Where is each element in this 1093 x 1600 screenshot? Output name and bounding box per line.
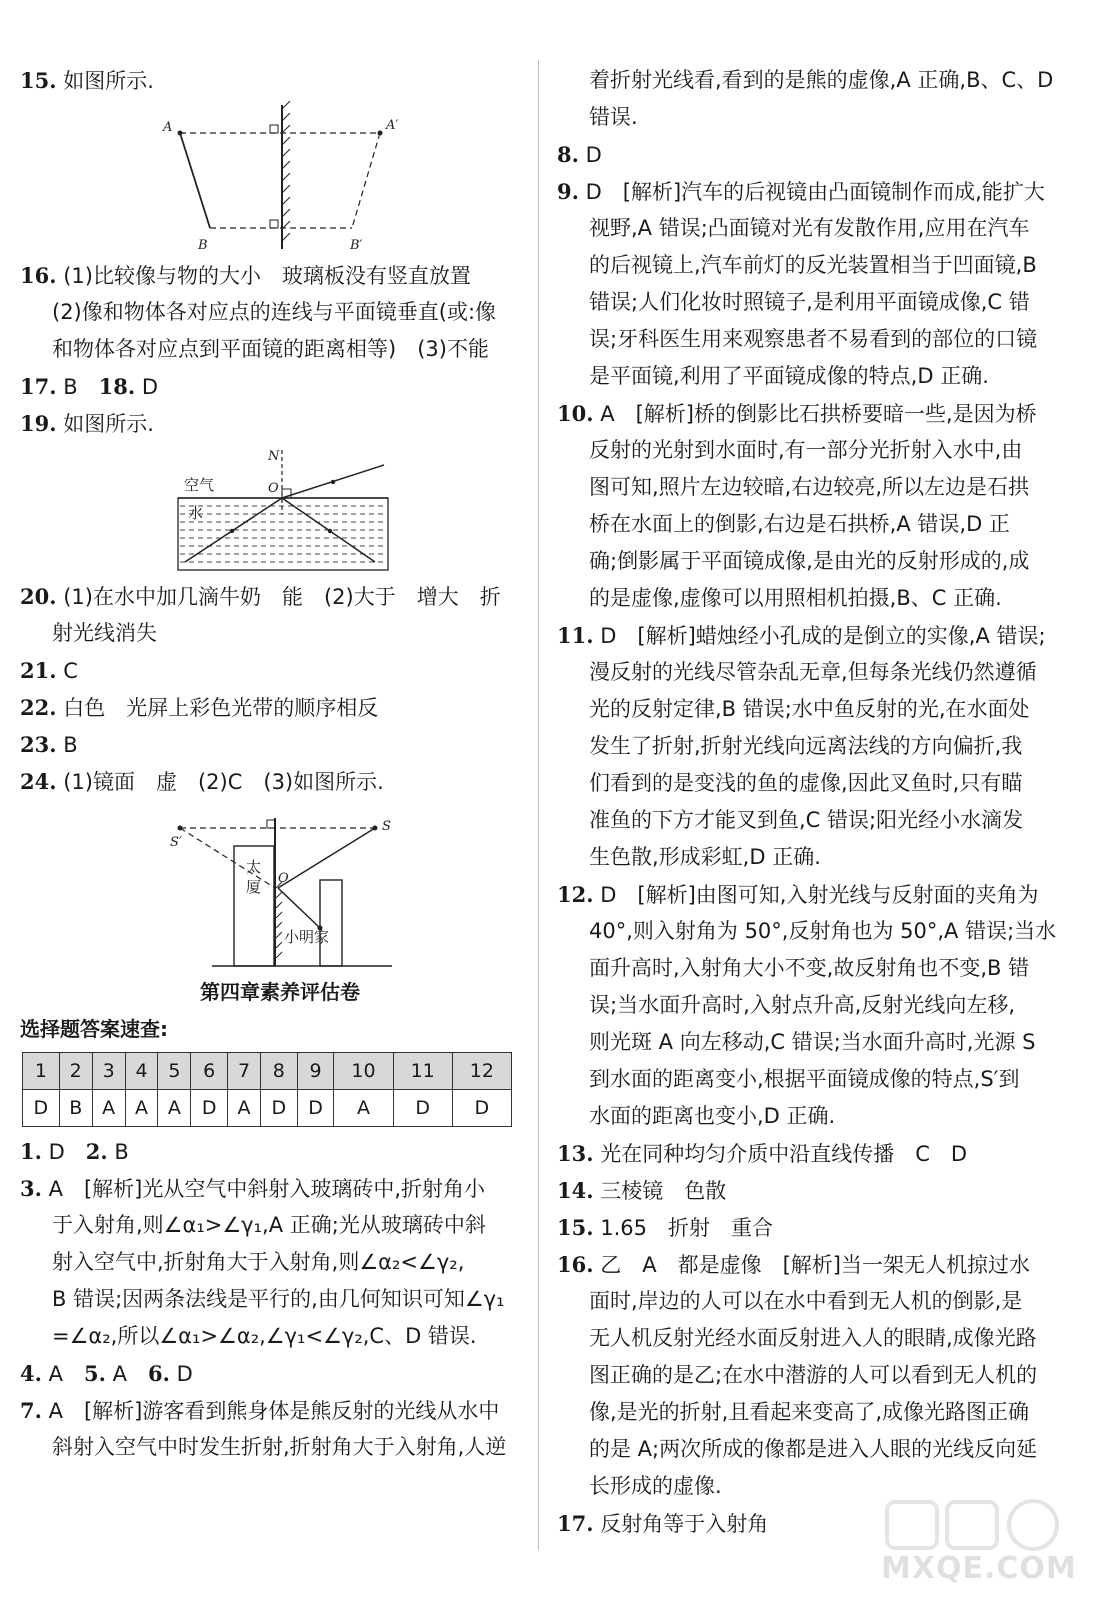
a9-number: 9. — [557, 179, 579, 204]
label-O-24: O — [278, 871, 289, 886]
q18-number: 18. — [98, 374, 136, 399]
a8-line — [557, 136, 1057, 173]
a14-number: 14. — [557, 1178, 594, 1203]
a9-line6: 是平面镜,利用了平面镜成像的特点,D 正确. — [589, 364, 989, 388]
a7-cont-line1: 着折射光线看,看到的是熊的虚像,A 正确,B、C、D — [589, 68, 1054, 92]
a14-line — [557, 1172, 1057, 1209]
label-S: S — [382, 819, 391, 834]
a9-line2: 视野,A 错误;凸面镜对光有发散作用,应用在汽车 — [589, 216, 1030, 240]
a10-line5: 确;倒影属于平面镜成像,是由光的反射形成的,成 — [589, 549, 1030, 573]
a15-line — [557, 1209, 1057, 1246]
a7-line1 — [20, 1392, 520, 1429]
a10-line1 — [557, 395, 1057, 432]
a16-line7: 长形成的虚像. — [589, 1474, 722, 1498]
table-cell: A — [334, 1090, 393, 1127]
a13-line — [557, 1135, 1057, 1172]
a2-number: 2. — [85, 1139, 108, 1164]
label-building-1: 太 — [246, 858, 262, 876]
a16-line1 — [557, 1246, 1057, 1283]
table-cell: A — [92, 1090, 125, 1127]
left-column — [20, 62, 520, 1466]
table-cell: D — [260, 1090, 297, 1127]
table-cell: D — [297, 1090, 334, 1127]
figure-19-refraction — [20, 442, 520, 578]
table-cell: B — [59, 1090, 92, 1127]
a12-number: 12. — [557, 882, 594, 907]
q22-text: 白色 光屏上彩色光带的顺序相反 — [56, 696, 379, 720]
label-S-prime: S′ — [170, 835, 182, 850]
a16-number: 16. — [557, 1252, 594, 1277]
q18-text: D — [135, 375, 159, 399]
q15-line — [20, 62, 520, 99]
q21-number: 21. — [20, 658, 57, 683]
label-O: O — [268, 481, 279, 496]
a7-cont-line2: 错误. — [589, 105, 638, 129]
q23-text: B — [56, 733, 78, 757]
table-cell: 3 — [92, 1053, 125, 1090]
q20-text1: (1)在水中加几滴牛奶 能 (2)大于 增大 折 — [56, 585, 501, 609]
a10-line2: 反射的光射到水面时,有一部分光折射入水中,由 — [589, 438, 1023, 462]
a3-line1 — [20, 1170, 520, 1207]
a16-text1: 乙 A 都是虚像 [解析]当一架无人机掠过水 — [593, 1253, 1030, 1277]
label-air: 空气 — [184, 476, 215, 494]
figure-24-svg — [20, 800, 520, 972]
a1-2-line — [20, 1133, 520, 1170]
label-xiaoming-home: 小明家 — [284, 928, 330, 946]
a5-text: A — [105, 1362, 148, 1386]
table-cell: D — [191, 1090, 228, 1127]
a3-line5: =∠α₂,所以∠α₁>∠α₂,∠γ₁<∠γ₂,C、D 错误. — [52, 1324, 477, 1348]
a12-line4: 误;当水面升高时,入射点升高,反射光线向左移, — [589, 993, 1016, 1017]
a11-line7: 生色散,形成彩虹,D 正确. — [589, 845, 821, 869]
table-cell: 12 — [452, 1053, 511, 1090]
q22-number: 22. — [20, 695, 57, 720]
table-cell: 10 — [334, 1053, 393, 1090]
a2-text: B — [107, 1140, 129, 1164]
label-A-prime: A′ — [386, 118, 399, 133]
a12-line7: 水面的距离也变小,D 正确. — [589, 1104, 836, 1128]
a1-text: D — [41, 1140, 86, 1164]
a3-number: 3. — [20, 1176, 42, 1201]
q16-line2: (2)像和物体各对应点的连线与平面镜垂直(或:像 — [52, 300, 497, 324]
a10-line4: 桥在水面上的倒影,右边是石拱桥,A 错误,D 正 — [589, 512, 1010, 536]
a9-line3: 的后视镜上,汽车前灯的反光装置相当于凹面镜,B — [589, 253, 1037, 277]
a10-line3: 图可知,照片左边较暗,右边较亮,所以左边是石拱 — [589, 475, 1030, 499]
a9-text1: D [解析]汽车的后视镜由凸面镜制作而成,能扩大 — [578, 180, 1045, 204]
a12-line3: 面升高时,入射角大小不变,故反射角也不变,B 错 — [589, 956, 1030, 980]
table-cell: 1 — [23, 1053, 60, 1090]
figure-19-svg — [20, 442, 520, 578]
q19-line — [20, 405, 520, 442]
a10-text1: A [解析]桥的倒影比石拱桥要暗一些,是因为桥 — [593, 402, 1037, 426]
label-B-prime: B′ — [350, 238, 363, 253]
q22-line — [20, 689, 520, 726]
q20-line2: 射光线消失 — [52, 621, 157, 645]
a3-line3: 射入空气中,折射角大于入射角,则∠α₂<∠γ₂, — [52, 1250, 465, 1274]
a11-line5: 们看到的是变浅的鱼的虚像,因此叉鱼时,只有瞄 — [589, 771, 1023, 795]
a12-line6: 到水面的距离变小,根据平面镜成像的特点,S′到 — [589, 1067, 1020, 1091]
label-N: N — [268, 449, 280, 464]
answer-table — [22, 1052, 512, 1127]
a4-6-line — [20, 1355, 520, 1392]
a11-line6: 准鱼的下方才能叉到鱼,C 错误;阳光经小水滴发 — [589, 808, 1024, 832]
a4-number: 4. — [20, 1361, 42, 1386]
q19-number: 19. — [20, 411, 57, 436]
a13-text: 光在同种均匀介质中沿直线传播 C D — [593, 1142, 968, 1166]
label-building-2: 厦 — [246, 878, 262, 896]
q21-line — [20, 652, 520, 689]
a11-text1: D [解析]蜡烛经小孔成的是倒立的实像,A 错误; — [593, 624, 1046, 648]
a3-line4: B 错误;因两条法线是平行的,由几何知识可知∠γ₁ — [52, 1287, 505, 1311]
a1-number: 1. — [20, 1139, 42, 1164]
a11-line2: 漫反射的光线尽管杂乱无章,但每条光线仍然遵循 — [589, 660, 1037, 684]
a16-line4: 图正确的是乙;在水中潜游的人可以看到无人机的 — [589, 1363, 1038, 1387]
table-cell: D — [393, 1090, 452, 1127]
label-B: B — [198, 238, 208, 253]
answer-table-header-row — [23, 1053, 512, 1090]
table-cell: 4 — [125, 1053, 158, 1090]
a11-line4: 发生了折射,折射光线向远离法线的方向偏折,我 — [589, 734, 1023, 758]
label-A: A — [163, 120, 173, 135]
table-cell: A — [158, 1090, 191, 1127]
a12-line1 — [557, 876, 1057, 913]
figure-15-svg — [20, 99, 520, 257]
a17-number: 17. — [557, 1511, 594, 1536]
q17-18-line — [20, 368, 520, 405]
table-cell: 6 — [191, 1053, 228, 1090]
a11-line1 — [557, 617, 1057, 654]
answer-table-answer-row — [23, 1090, 512, 1127]
table-cell: A — [228, 1090, 261, 1127]
a11-number: 11. — [557, 623, 594, 648]
table-cell: 11 — [393, 1053, 452, 1090]
a16-line5: 像,是光的折射,且看起来变高了,成像光路图正确 — [589, 1400, 1030, 1424]
a4-text: A — [41, 1362, 84, 1386]
label-water: 水 — [188, 504, 204, 522]
a9-line5: 误;牙科医生用来观察患者不易看到的部位的口镜 — [589, 327, 1038, 351]
q16-text1: (1)比较像与物的大小 玻璃板没有竖直放置 — [56, 264, 471, 288]
q15-text: 如图所示. — [56, 69, 154, 93]
a12-text1: D [解析]由图可知,入射光线与反射面的夹角为 — [593, 883, 1039, 907]
table-cell: D — [23, 1090, 60, 1127]
a14-text: 三棱镜 色散 — [593, 1179, 727, 1203]
q24-number: 24. — [20, 769, 57, 794]
figure-15-plane-mirror — [20, 99, 520, 257]
watermark-logo-icon — [881, 1496, 1071, 1556]
a6-number: 6. — [147, 1361, 170, 1386]
q16-number: 16. — [20, 263, 57, 288]
a17-text: 反射角等于入射角 — [593, 1512, 769, 1536]
a7-line2: 斜射入空气中时发生折射,折射角大于入射角,人逆 — [52, 1435, 507, 1459]
a8-number: 8. — [557, 142, 579, 167]
q23-line — [20, 726, 520, 763]
column-divider — [538, 60, 539, 1550]
a10-number: 10. — [557, 401, 594, 426]
a10-line6: 的是虚像,虚像可以用照相机拍摄,B、C 正确. — [589, 586, 1002, 610]
q16-line3: 和物体各对应点到平面镜的距离相等) (3)不能 — [52, 337, 489, 361]
q16-line1 — [20, 257, 520, 294]
a11-line3: 光的反射定律,B 错误;水中鱼反射的光,在水面处 — [589, 697, 1030, 721]
q24-text: (1)镜面 虚 (2)C (3)如图所示. — [56, 770, 384, 794]
table-cell: 7 — [228, 1053, 261, 1090]
site-watermark — [881, 1496, 1077, 1586]
watermark-text: MXQE.COM — [881, 1551, 1077, 1586]
table-cell: A — [125, 1090, 158, 1127]
a7-text1: A [解析]游客看到熊身体是熊反射的光线从水中 — [41, 1399, 500, 1423]
q23-number: 23. — [20, 732, 57, 757]
a15-text: 1.65 折射 重合 — [593, 1216, 773, 1240]
figure-24-mirror-building — [20, 800, 520, 972]
a16-line2: 面时,岸边的人可以在水中看到无人机的倒影,是 — [589, 1289, 1023, 1313]
a13-number: 13. — [557, 1141, 594, 1166]
a15-number: 15. — [557, 1215, 594, 1240]
a12-line5: 则光斑 A 向左移动,C 错误;当水面升高时,光源 S — [589, 1030, 1036, 1054]
q21-text: C — [56, 659, 78, 683]
table-cell: 8 — [260, 1053, 297, 1090]
a16-line3: 无人机反射光经水面反射进入人的眼睛,成像光路 — [589, 1326, 1037, 1350]
table-cell: 9 — [297, 1053, 334, 1090]
a8-text: D — [578, 143, 602, 167]
a6-text: D — [169, 1362, 193, 1386]
q20-number: 20. — [20, 584, 57, 609]
a7-number: 7. — [20, 1398, 42, 1423]
table-cell: 5 — [158, 1053, 191, 1090]
table-cell: D — [452, 1090, 511, 1127]
a3-text1: A [解析]光从空气中斜射入玻璃砖中,折射角小 — [41, 1177, 486, 1201]
section-title: 第四章素养评估卷 — [200, 980, 360, 1004]
q17-number: 17. — [20, 374, 57, 399]
q24-line — [20, 763, 520, 800]
right-column — [557, 62, 1057, 1542]
a16-line6: 的是 A;两次所成的像都是进入人眼的光线反向延 — [589, 1437, 1038, 1461]
q19-text: 如图所示. — [56, 412, 154, 436]
table-cell: 2 — [59, 1053, 92, 1090]
a12-line2: 40°,则入射角为 50°,反射角也为 50°,A 错误;当水 — [589, 919, 1057, 943]
q20-line1 — [20, 578, 520, 615]
q15-number: 15. — [20, 68, 57, 93]
q17-text: B — [56, 375, 99, 399]
a9-line4: 错误;人们化妆时照镜子,是利用平面镜成像,C 错 — [589, 290, 1030, 314]
a9-line1 — [557, 173, 1057, 210]
table-title: 选择题答案速查: — [20, 1017, 168, 1041]
a3-line2: 于入射角,则∠α₁>∠γ₁,A 正确;光从玻璃砖中斜 — [52, 1213, 486, 1237]
a5-number: 5. — [83, 1361, 106, 1386]
